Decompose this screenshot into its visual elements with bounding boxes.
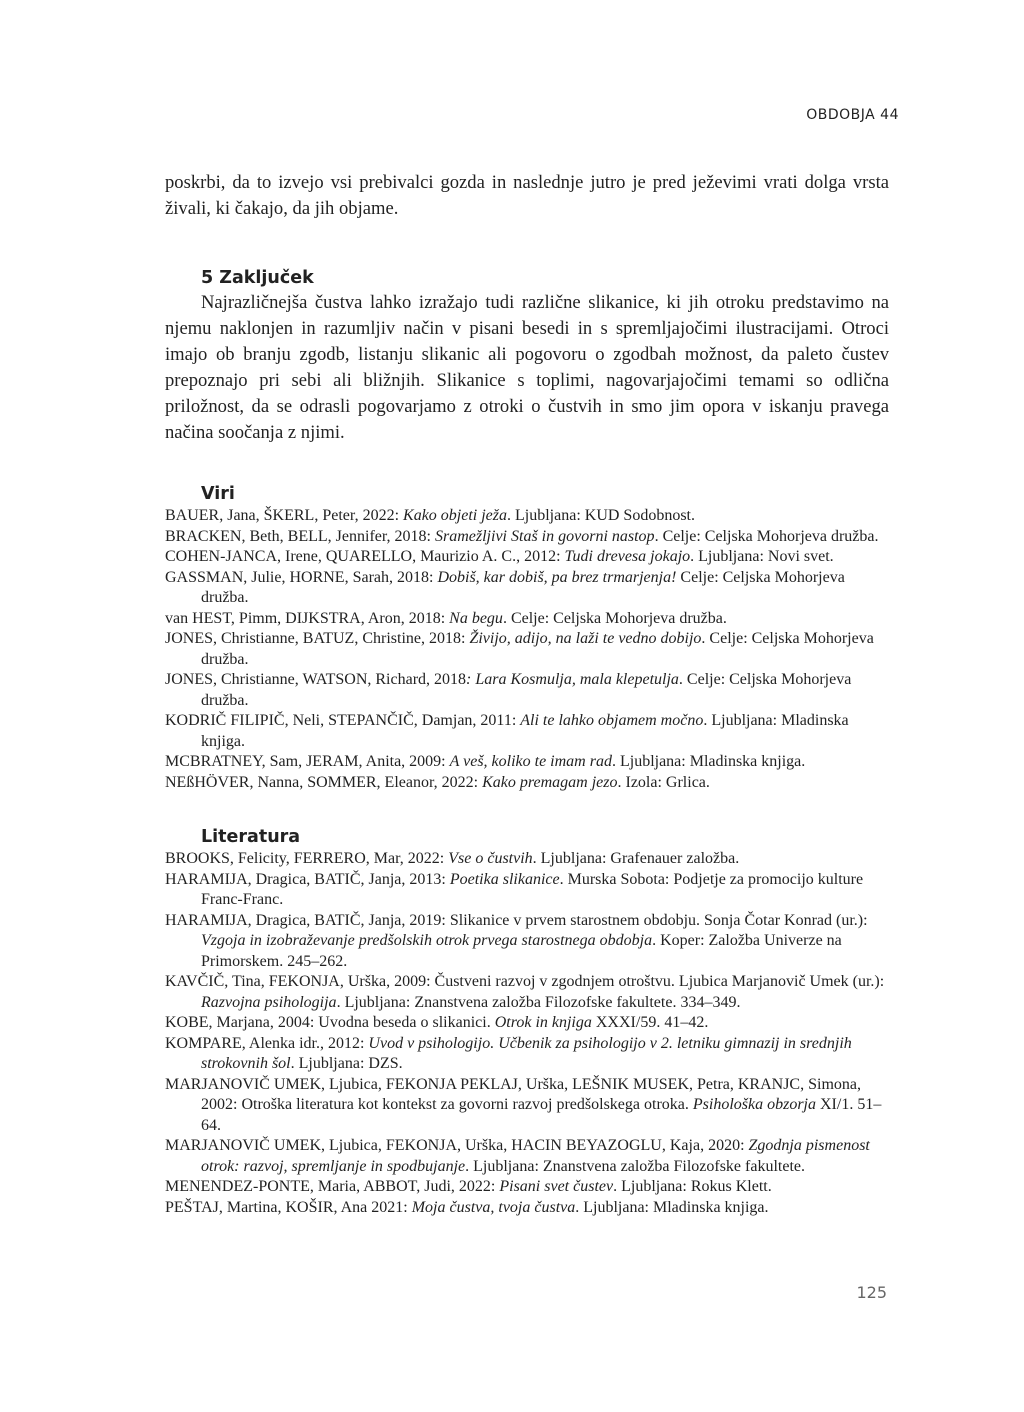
reference-entry — [165, 911, 889, 973]
reference-authors: MARJANOVIČ UMEK, Ljubica, FEKONJA, Urška, HACIN BEYAZOGLU, Kaja, 2020: — [165, 1137, 749, 1154]
reference-title: Živijo, adijo, na laži te vedno dobijo — [469, 630, 702, 647]
reference-authors: KOBE, Marjana, 2004: Uvodna beseda o slikanici. — [165, 1014, 495, 1031]
reference-authors: MCBRATNEY, Sam, JERAM, Anita, 2009: — [165, 753, 450, 770]
reference-authors: COHEN-JANCA, Irene, QUARELLO, Maurizio A. C., 2012: — [165, 548, 565, 565]
reference-title: Vse o čustvih — [448, 850, 533, 867]
reference-title: Sramežljivi Staš in govorni nastop — [435, 527, 655, 545]
reference-entry — [165, 870, 889, 911]
reference-publisher: XI/1. 51–64. — [201, 1096, 882, 1134]
reference-publisher: . Celje: Celjska Mohorjeva družba. — [654, 527, 879, 545]
reference-entry — [165, 773, 889, 794]
sources-heading: Viri — [201, 484, 235, 504]
page-body — [165, 170, 889, 1218]
reference-title: Psihološka obzorja — [692, 1096, 816, 1113]
reference-title: Kako objeti ježa — [403, 507, 507, 524]
reference-authors: KOMPARE, Alenka idr., 2012: — [165, 1034, 369, 1052]
reference-entry — [165, 711, 889, 752]
reference-entry — [165, 972, 889, 1013]
reference-publisher: . Ljubljana: Znanstvena založba Filozofske fakultete. 334–349. — [336, 993, 741, 1011]
reference-authors: KODRIČ FILIPIČ, Neli, STEPANČIČ, Damjan, 2011: — [165, 712, 521, 729]
reference-authors: BROOKS, Felicity, FERRERO, Mar, 2022: — [165, 850, 449, 867]
reference-authors: HARAMIJA, Dragica, BATIČ, Janja, 2013: — [165, 870, 450, 888]
reference-authors: MENENDEZ-PONTE, Maria, ABBOT, Judi, 2022: — [165, 1178, 500, 1195]
reference-authors: NEßHÖVER, Nanna, SOMMER, Eleanor, 2022: — [165, 773, 483, 791]
reference-title: Vzgoja in izobraževanje predšolskih otrok prvega starostnega obdobja — [201, 932, 653, 949]
reference-publisher: . Ljubljana: Mladinska knjiga. — [611, 753, 806, 770]
reference-title: Dobiš, kar dobiš, pa brez trmarjenja! — [437, 568, 677, 586]
reference-title: Pisani svet čustev — [499, 1178, 614, 1195]
running-header: OBDOBJA 44 — [806, 107, 899, 123]
reference-title: Tudi drevesa jokajo — [564, 548, 691, 565]
intro-paragraph: poskrbi, da to izvejo vsi prebivalci gozda in naslednje jutro je pred ježevimi vrati dolga vrsta živali, ki čakajo, da jih objame. — [165, 172, 889, 219]
reference-entry — [165, 527, 889, 548]
reference-entry — [165, 1013, 889, 1034]
reference-entry — [165, 1075, 889, 1137]
reference-authors: PEŠTAJ, Martina, KOŠIR, Ana 2021: — [165, 1198, 412, 1216]
reference-authors: HARAMIJA, Dragica, BATIČ, Janja, 2019: Slikanice v prvem starostnem obdobju. Sonja Čotar Konrad (ur.): — [165, 911, 868, 929]
literature-list — [165, 849, 889, 1218]
reference-authors: GASSMAN, Julie, HORNE, Sarah, 2018: — [165, 568, 438, 586]
conclusion-heading: 5 Zaključek — [201, 268, 314, 288]
reference-authors: BAUER, Jana, ŠKERL, Peter, 2022: — [165, 507, 404, 524]
reference-title: Poetika slikanice — [449, 870, 560, 888]
reference-title: : Lara Kosmulja, mala klepetulja — [466, 671, 679, 688]
reference-publisher: . Ljubljana: Novi svet. — [690, 548, 834, 565]
reference-authors: BRACKEN, Beth, BELL, Jennifer, 2018: — [165, 527, 435, 545]
reference-authors: JONES, Christianne, BATUZ, Christine, 2018: — [165, 630, 470, 647]
reference-publisher: . Ljubljana: Rokus Klett. — [613, 1178, 772, 1195]
reference-title: Ali te lahko objamem močno — [520, 712, 704, 729]
literature-heading: Literatura — [201, 827, 301, 847]
reference-entry — [165, 1034, 889, 1075]
reference-authors: JONES, Christianne, WATSON, Richard, 2018 — [165, 671, 467, 688]
reference-title: Otrok in knjiga — [494, 1014, 592, 1031]
reference-entry — [165, 1198, 889, 1219]
reference-publisher: . Ljubljana: Grafenauer založba. — [532, 850, 740, 867]
reference-publisher: . Celje: Celjska Mohorjeva družba. — [201, 671, 852, 709]
page-number: 125 — [856, 1283, 887, 1302]
reference-publisher: . Ljubljana: DZS. — [290, 1055, 403, 1072]
reference-title: Na begu — [449, 609, 503, 627]
reference-publisher: . Celje: Celjska Mohorjeva družba. — [201, 630, 874, 668]
reference-publisher: . Ljubljana: Znanstvena založba Filozofske fakultete. — [465, 1157, 805, 1175]
reference-publisher: . Izola: Grlica. — [617, 773, 710, 791]
reference-authors: van HEST, Pimm, DIJKSTRA, Aron, 2018: — [165, 609, 450, 627]
reference-entry — [165, 849, 889, 870]
reference-publisher: . Celje: Celjska Mohorjeva družba. — [502, 609, 727, 627]
reference-title: Uvod v psihologijo. Učbenik za psihologijo v 2. letniku gimnazij in srednjih strokovnih šol — [201, 1034, 852, 1072]
reference-entry — [165, 752, 889, 773]
reference-publisher: Celje: Celjska Mohorjeva družba. — [201, 568, 845, 606]
sources-list — [165, 506, 889, 793]
reference-title: Moja čustva, tvoja čustva — [411, 1198, 576, 1216]
reference-publisher: XXXI/59. 41–42. — [591, 1014, 709, 1031]
reference-entry — [165, 1177, 889, 1198]
reference-entry — [165, 568, 889, 609]
reference-title: Razvojna psihologija — [201, 993, 337, 1011]
reference-title: Kako premagam jezo — [482, 773, 618, 791]
reference-entry — [165, 629, 889, 670]
reference-publisher: . Ljubljana: KUD Sodobnost. — [507, 507, 695, 524]
reference-authors: KAVČIČ, Tina, FEKONJA, Urška, 2009: Čustveni razvoj v zgodnjem otroštvu. Ljubica Marjanovič Umek (ur.): — [165, 973, 885, 990]
reference-entry — [165, 609, 889, 630]
reference-entry — [165, 1136, 889, 1177]
reference-title: Zgodnja pismenost otrok: razvoj, spremljanje in spodbujanje — [201, 1137, 870, 1175]
reference-publisher: . Koper: Založba Univerze na Primorskem. 245–262. — [201, 932, 842, 970]
reference-authors: MARJANOVIČ UMEK, Ljubica, FEKONJA PEKLAJ, Urška, LEŠNIK MUSEK, Petra, KRANJC, Simona, 2002: Otroška literatura kot kontekst za govorni razvoj predšolskega otroka. — [165, 1075, 861, 1113]
reference-publisher: . Ljubljana: Mladinska knjiga. — [201, 712, 849, 750]
reference-publisher: . Murska Sobota: Podjetje za promocijo kulture Franc-Franc. — [201, 870, 864, 908]
conclusion-paragraph: Najrazličnejša čustva lahko izražajo tudi različne slikanice, ki jih otroku predstavimo na njemu naklonjen in razumljiv način v pisani besedi in s spremljajočimi ilustracijami. Otroci imajo ob branju zgodb, listanju slikanic ali pogovoru o zgodbah možnost, da paleto čustev prepoznajo pri sebi ali bližnjih. Slikanice s toplimi, nagovarjajočimi temami so odlična priložnost, da se odrasli pogovarjamo z otroki o čustvih in smo jim opora v iskanju pravega načina soočanja z njimi. — [165, 292, 889, 443]
reference-entry — [165, 506, 889, 527]
reference-publisher: . Ljubljana: Mladinska knjiga. — [575, 1198, 769, 1216]
reference-title: A veš, koliko te imam rad — [449, 753, 612, 770]
reference-entry — [165, 670, 889, 711]
reference-entry — [165, 547, 889, 568]
